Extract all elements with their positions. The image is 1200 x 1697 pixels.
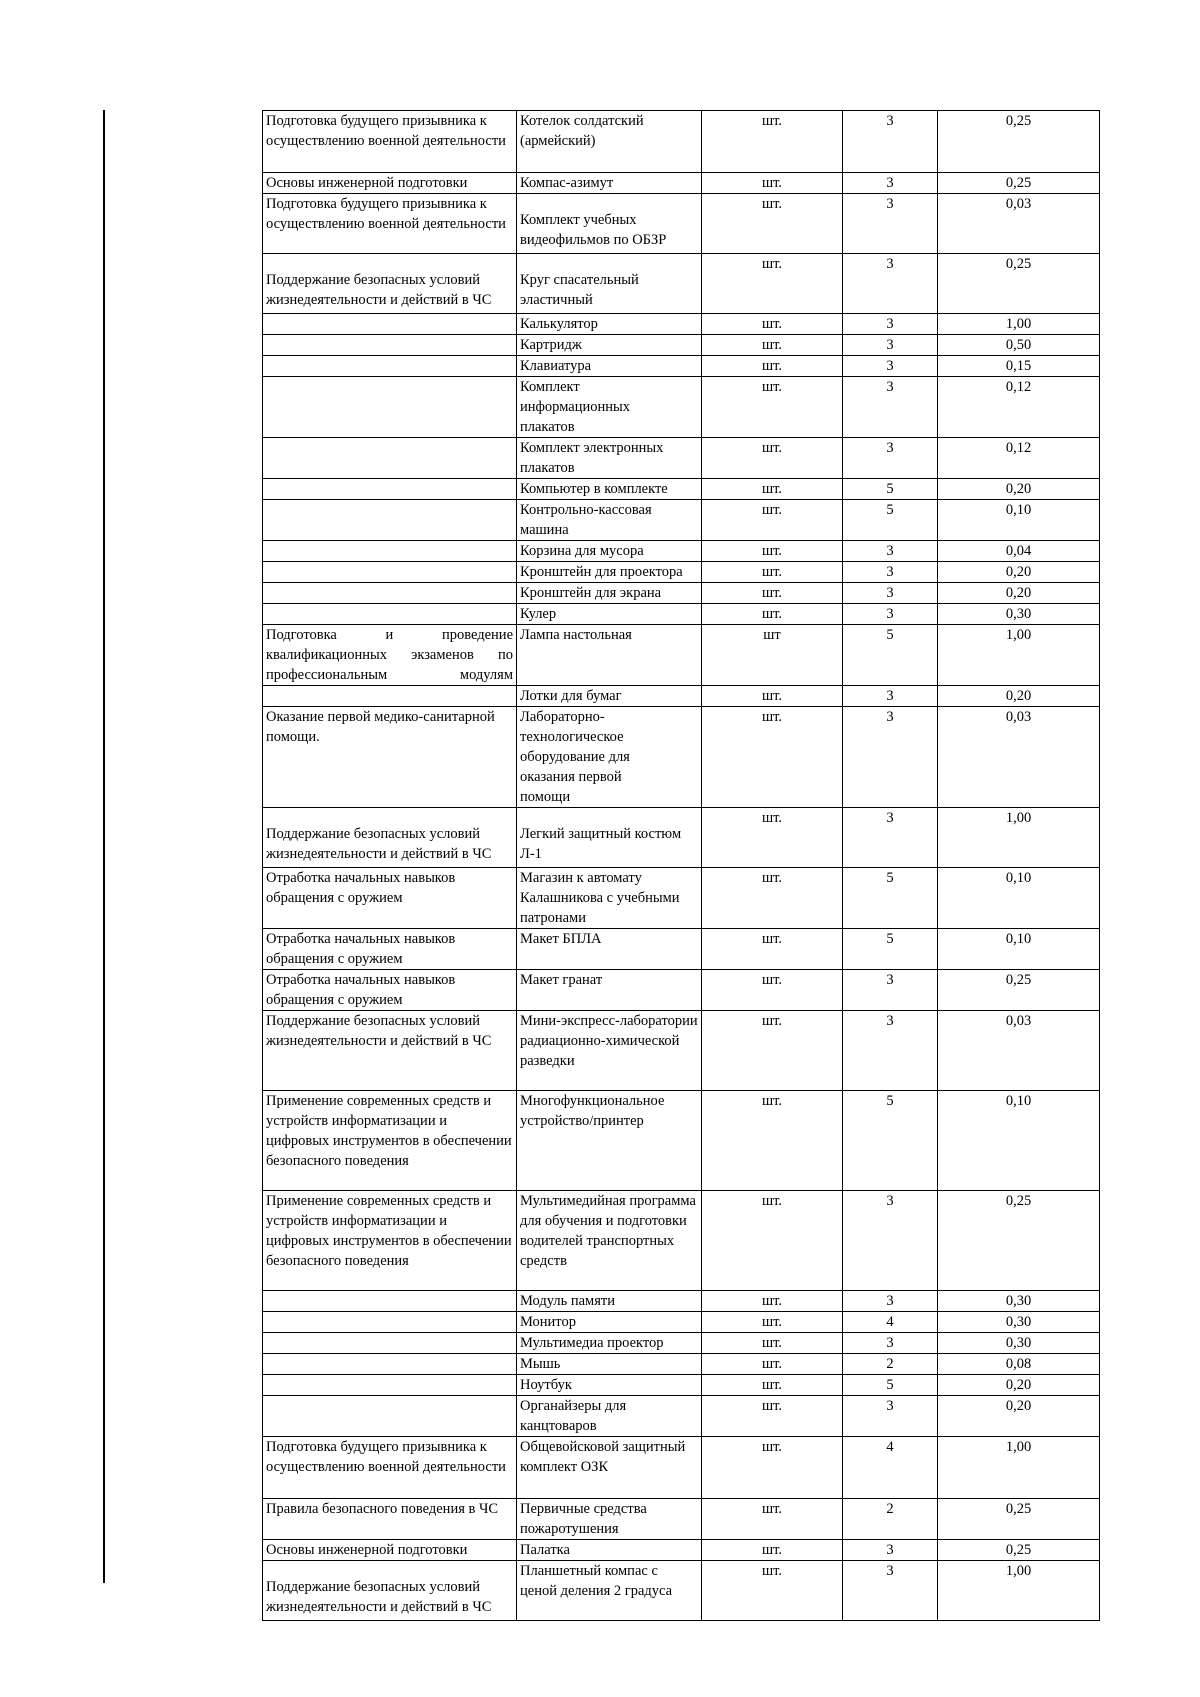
activity-cell [263, 314, 517, 335]
activity-cell [263, 1396, 517, 1437]
table-row [263, 500, 1100, 541]
table-row [263, 1091, 1100, 1191]
coefficient-cell: 0,20 [938, 686, 1100, 707]
table-row [263, 356, 1100, 377]
equipment-name-cell: Кронштейн для экрана [517, 583, 702, 604]
quantity-cell: 5 [843, 1375, 938, 1396]
quantity-cell: 3 [843, 1561, 938, 1621]
equipment-name-cell: Кулер [517, 604, 702, 625]
quantity-cell: 3 [843, 604, 938, 625]
quantity-cell: 3 [843, 335, 938, 356]
table-row [263, 1291, 1100, 1312]
table-row [263, 1312, 1100, 1333]
table-row [263, 808, 1100, 868]
equipment-name-cell: Круг спасательный эластичный [517, 254, 702, 314]
coefficient-cell: 0,03 [938, 707, 1100, 808]
activity-cell: Применение современных средств и устройств информатизации и цифровых инструментов в обеспечении безопасного поведения [263, 1091, 517, 1191]
quantity-cell: 5 [843, 929, 938, 970]
unit-cell: шт. [702, 438, 843, 479]
coefficient-cell: 0,12 [938, 438, 1100, 479]
unit-cell: шт. [702, 1396, 843, 1437]
coefficient-cell: 0,25 [938, 173, 1100, 194]
equipment-name-cell: Мышь [517, 1354, 702, 1375]
activity-cell: Поддержание безопасных условий жизнедеятельности и действий в ЧС [263, 1011, 517, 1091]
activity-cell: Подготовка будущего призывника к осуществлению военной деятельности [263, 194, 517, 254]
equipment-name-cell: Картридж [517, 335, 702, 356]
coefficient-cell: 0,10 [938, 1091, 1100, 1191]
coefficient-cell: 0,12 [938, 377, 1100, 438]
coefficient-cell: 0,03 [938, 194, 1100, 254]
quantity-cell: 3 [843, 970, 938, 1011]
equipment-name-cell: Комплект информационных плакатов [517, 377, 702, 438]
table-row [263, 1191, 1100, 1291]
quantity-cell: 3 [843, 254, 938, 314]
equipment-name-cell: Палатка [517, 1540, 702, 1561]
unit-cell: шт. [702, 1091, 843, 1191]
coefficient-cell: 0,20 [938, 1396, 1100, 1437]
coefficient-cell: 0,08 [938, 1354, 1100, 1375]
equipment-name-cell: Монитор [517, 1312, 702, 1333]
quantity-cell: 3 [843, 1191, 938, 1291]
equipment-name-cell: Ноутбук [517, 1375, 702, 1396]
table-row [263, 970, 1100, 1011]
quantity-cell: 3 [843, 562, 938, 583]
unit-cell: шт. [702, 868, 843, 929]
equipment-name-cell: Модуль памяти [517, 1291, 702, 1312]
equipment-name-cell: Клавиатура [517, 356, 702, 377]
unit-cell: шт. [702, 1333, 843, 1354]
activity-cell: Основы инженерной подготовки [263, 1540, 517, 1561]
coefficient-cell: 0,10 [938, 500, 1100, 541]
equipment-name-cell: Мини-экспресс-лаборатории радиационно-химической разведки [517, 1011, 702, 1091]
quantity-cell: 4 [843, 1437, 938, 1499]
activity-cell [263, 1312, 517, 1333]
coefficient-cell: 0,25 [938, 1499, 1100, 1540]
equipment-name-cell: Лампа настольная [517, 625, 702, 686]
equipment-name-cell: Макет БПЛА [517, 929, 702, 970]
equipment-name-cell: Калькулятор [517, 314, 702, 335]
coefficient-cell: 1,00 [938, 625, 1100, 686]
coefficient-cell: 0,25 [938, 111, 1100, 173]
table-row [263, 479, 1100, 500]
activity-cell: Применение современных средств и устройств информатизации и цифровых инструментов в обеспечении безопасного поведения [263, 1191, 517, 1291]
unit-cell: шт. [702, 808, 843, 868]
table-row [263, 335, 1100, 356]
quantity-cell: 5 [843, 479, 938, 500]
quantity-cell: 3 [843, 314, 938, 335]
equipment-table-body [263, 111, 1100, 1621]
activity-cell [263, 604, 517, 625]
activity-cell: Отработка начальных навыков обращения с оружием [263, 929, 517, 970]
table-row [263, 1375, 1100, 1396]
activity-cell: Подготовка будущего призывника к осуществлению военной деятельности [263, 111, 517, 173]
quantity-cell: 3 [843, 583, 938, 604]
activity-cell [263, 500, 517, 541]
table-row [263, 173, 1100, 194]
equipment-name-cell: Магазин к автомату Калашникова с учебными патронами [517, 868, 702, 929]
quantity-cell: 3 [843, 111, 938, 173]
equipment-name-cell: Многофункциональное устройство/принтер [517, 1091, 702, 1191]
unit-cell: шт. [702, 1291, 843, 1312]
coefficient-cell: 0,25 [938, 254, 1100, 314]
unit-cell: шт. [702, 562, 843, 583]
quantity-cell: 3 [843, 173, 938, 194]
activity-cell [263, 479, 517, 500]
quantity-cell: 3 [843, 1011, 938, 1091]
table-row [263, 686, 1100, 707]
unit-cell: шт. [702, 929, 843, 970]
unit-cell: шт [702, 625, 843, 686]
coefficient-cell: 1,00 [938, 1437, 1100, 1499]
activity-cell: Основы инженерной подготовки [263, 173, 517, 194]
equipment-name-cell: Корзина для мусора [517, 541, 702, 562]
table-row [263, 1396, 1100, 1437]
left-margin-rule [103, 110, 105, 1583]
quantity-cell: 3 [843, 541, 938, 562]
quantity-cell: 5 [843, 500, 938, 541]
activity-cell: Отработка начальных навыков обращения с оружием [263, 970, 517, 1011]
quantity-cell: 3 [843, 808, 938, 868]
coefficient-cell: 0,30 [938, 1291, 1100, 1312]
coefficient-cell: 0,30 [938, 604, 1100, 625]
equipment-name-cell: Макет гранат [517, 970, 702, 1011]
table-row [263, 1354, 1100, 1375]
quantity-cell: 3 [843, 356, 938, 377]
unit-cell: шт. [702, 1191, 843, 1291]
unit-cell: шт. [702, 1499, 843, 1540]
activity-cell: Поддержание безопасных условий жизнедеятельности и действий в ЧС [263, 254, 517, 314]
activity-cell: Подготовка и проведение квалификационных экзаменов по профессиональным модулям [263, 625, 517, 686]
activity-cell: Подготовка будущего призывника к осуществлению военной деятельности [263, 1437, 517, 1499]
table-row [263, 604, 1100, 625]
coefficient-cell: 0,04 [938, 541, 1100, 562]
unit-cell: шт. [702, 1561, 843, 1621]
table-row [263, 438, 1100, 479]
coefficient-cell: 1,00 [938, 1561, 1100, 1621]
table-row [263, 1561, 1100, 1621]
unit-cell: шт. [702, 500, 843, 541]
coefficient-cell: 0,25 [938, 1540, 1100, 1561]
activity-cell [263, 1354, 517, 1375]
equipment-name-cell: Легкий защитный костюм Л-1 [517, 808, 702, 868]
unit-cell: шт. [702, 111, 843, 173]
quantity-cell: 2 [843, 1354, 938, 1375]
table-row [263, 541, 1100, 562]
table-row [263, 583, 1100, 604]
table-row [263, 254, 1100, 314]
coefficient-cell: 0,20 [938, 583, 1100, 604]
table-row [263, 707, 1100, 808]
equipment-name-cell: Мультимедийная программа для обучения и подготовки водителей транспортных средств [517, 1191, 702, 1291]
quantity-cell: 5 [843, 868, 938, 929]
equipment-name-cell: Компьютер в комплекте [517, 479, 702, 500]
quantity-cell: 3 [843, 707, 938, 808]
equipment-name-cell: Лабораторно-технологическое оборудование для оказания первой помощи [517, 707, 702, 808]
activity-cell [263, 335, 517, 356]
unit-cell: шт. [702, 1011, 843, 1091]
activity-cell [263, 1375, 517, 1396]
table-row [263, 194, 1100, 254]
unit-cell: шт. [702, 356, 843, 377]
equipment-name-cell: Лотки для бумаг [517, 686, 702, 707]
table-row [263, 868, 1100, 929]
equipment-name-cell: Первичные средства пожаротушения [517, 1499, 702, 1540]
equipment-name-cell: Мультимедиа проектор [517, 1333, 702, 1354]
coefficient-cell: 0,20 [938, 1375, 1100, 1396]
activity-cell [263, 1333, 517, 1354]
unit-cell: шт. [702, 583, 843, 604]
equipment-name-cell: Комплект электронных плакатов [517, 438, 702, 479]
quantity-cell: 3 [843, 194, 938, 254]
activity-cell [263, 356, 517, 377]
equipment-name-cell: Контрольно-кассовая машина [517, 500, 702, 541]
unit-cell: шт. [702, 1312, 843, 1333]
unit-cell: шт. [702, 335, 843, 356]
unit-cell: шт. [702, 604, 843, 625]
unit-cell: шт. [702, 377, 843, 438]
table-row [263, 314, 1100, 335]
coefficient-cell: 0,30 [938, 1312, 1100, 1333]
coefficient-cell: 1,00 [938, 808, 1100, 868]
quantity-cell: 2 [843, 1499, 938, 1540]
unit-cell: шт. [702, 1540, 843, 1561]
unit-cell: шт. [702, 479, 843, 500]
quantity-cell: 3 [843, 1396, 938, 1437]
quantity-cell: 3 [843, 686, 938, 707]
quantity-cell: 4 [843, 1312, 938, 1333]
coefficient-cell: 0,10 [938, 929, 1100, 970]
equipment-name-cell: Кронштейн для проектора [517, 562, 702, 583]
unit-cell: шт. [702, 194, 843, 254]
coefficient-cell: 0,25 [938, 970, 1100, 1011]
table-row [263, 1011, 1100, 1091]
activity-cell [263, 438, 517, 479]
equipment-name-cell: Компас-азимут [517, 173, 702, 194]
activity-cell: Правила безопасного поведения в ЧС [263, 1499, 517, 1540]
activity-cell [263, 686, 517, 707]
unit-cell: шт. [702, 314, 843, 335]
coefficient-cell: 0,10 [938, 868, 1100, 929]
table-row [263, 562, 1100, 583]
table-row [263, 1437, 1100, 1499]
activity-cell [263, 583, 517, 604]
coefficient-cell: 1,00 [938, 314, 1100, 335]
coefficient-cell: 0,20 [938, 479, 1100, 500]
table-row [263, 625, 1100, 686]
coefficient-cell: 0,25 [938, 1191, 1100, 1291]
table-row [263, 111, 1100, 173]
quantity-cell: 3 [843, 1333, 938, 1354]
unit-cell: шт. [702, 173, 843, 194]
table-row [263, 1499, 1100, 1540]
equipment-name-cell: Планшетный компас с ценой деления 2 градуса [517, 1561, 702, 1621]
activity-cell [263, 562, 517, 583]
coefficient-cell: 0,30 [938, 1333, 1100, 1354]
table-row [263, 377, 1100, 438]
unit-cell: шт. [702, 1437, 843, 1499]
quantity-cell: 5 [843, 1091, 938, 1191]
activity-cell: Поддержание безопасных условий жизнедеятельности и действий в ЧС [263, 808, 517, 868]
table-row [263, 929, 1100, 970]
activity-cell [263, 541, 517, 562]
unit-cell: шт. [702, 541, 843, 562]
quantity-cell: 5 [843, 625, 938, 686]
coefficient-cell: 0,03 [938, 1011, 1100, 1091]
unit-cell: шт. [702, 1375, 843, 1396]
unit-cell: шт. [702, 254, 843, 314]
equipment-table [262, 110, 1100, 1621]
quantity-cell: 3 [843, 438, 938, 479]
table-row [263, 1333, 1100, 1354]
quantity-cell: 3 [843, 1540, 938, 1561]
quantity-cell: 3 [843, 377, 938, 438]
activity-cell: Отработка начальных навыков обращения с оружием [263, 868, 517, 929]
equipment-name-cell: Органайзеры для канцтоваров [517, 1396, 702, 1437]
unit-cell: шт. [702, 707, 843, 808]
coefficient-cell: 0,20 [938, 562, 1100, 583]
activity-cell [263, 1291, 517, 1312]
equipment-name-cell: Котелок солдатский (армейский) [517, 111, 702, 173]
activity-cell [263, 377, 517, 438]
coefficient-cell: 0,50 [938, 335, 1100, 356]
activity-cell: Поддержание безопасных условий жизнедеятельности и действий в ЧС [263, 1561, 517, 1621]
unit-cell: шт. [702, 970, 843, 1011]
equipment-name-cell: Общевойсковой защитный комплект ОЗК [517, 1437, 702, 1499]
table-row [263, 1540, 1100, 1561]
equipment-name-cell: Комплект учебных видеофильмов по ОБЗР [517, 194, 702, 254]
unit-cell: шт. [702, 686, 843, 707]
activity-cell: Оказание первой медико-санитарной помощи. [263, 707, 517, 808]
quantity-cell: 3 [843, 1291, 938, 1312]
unit-cell: шт. [702, 1354, 843, 1375]
coefficient-cell: 0,15 [938, 356, 1100, 377]
